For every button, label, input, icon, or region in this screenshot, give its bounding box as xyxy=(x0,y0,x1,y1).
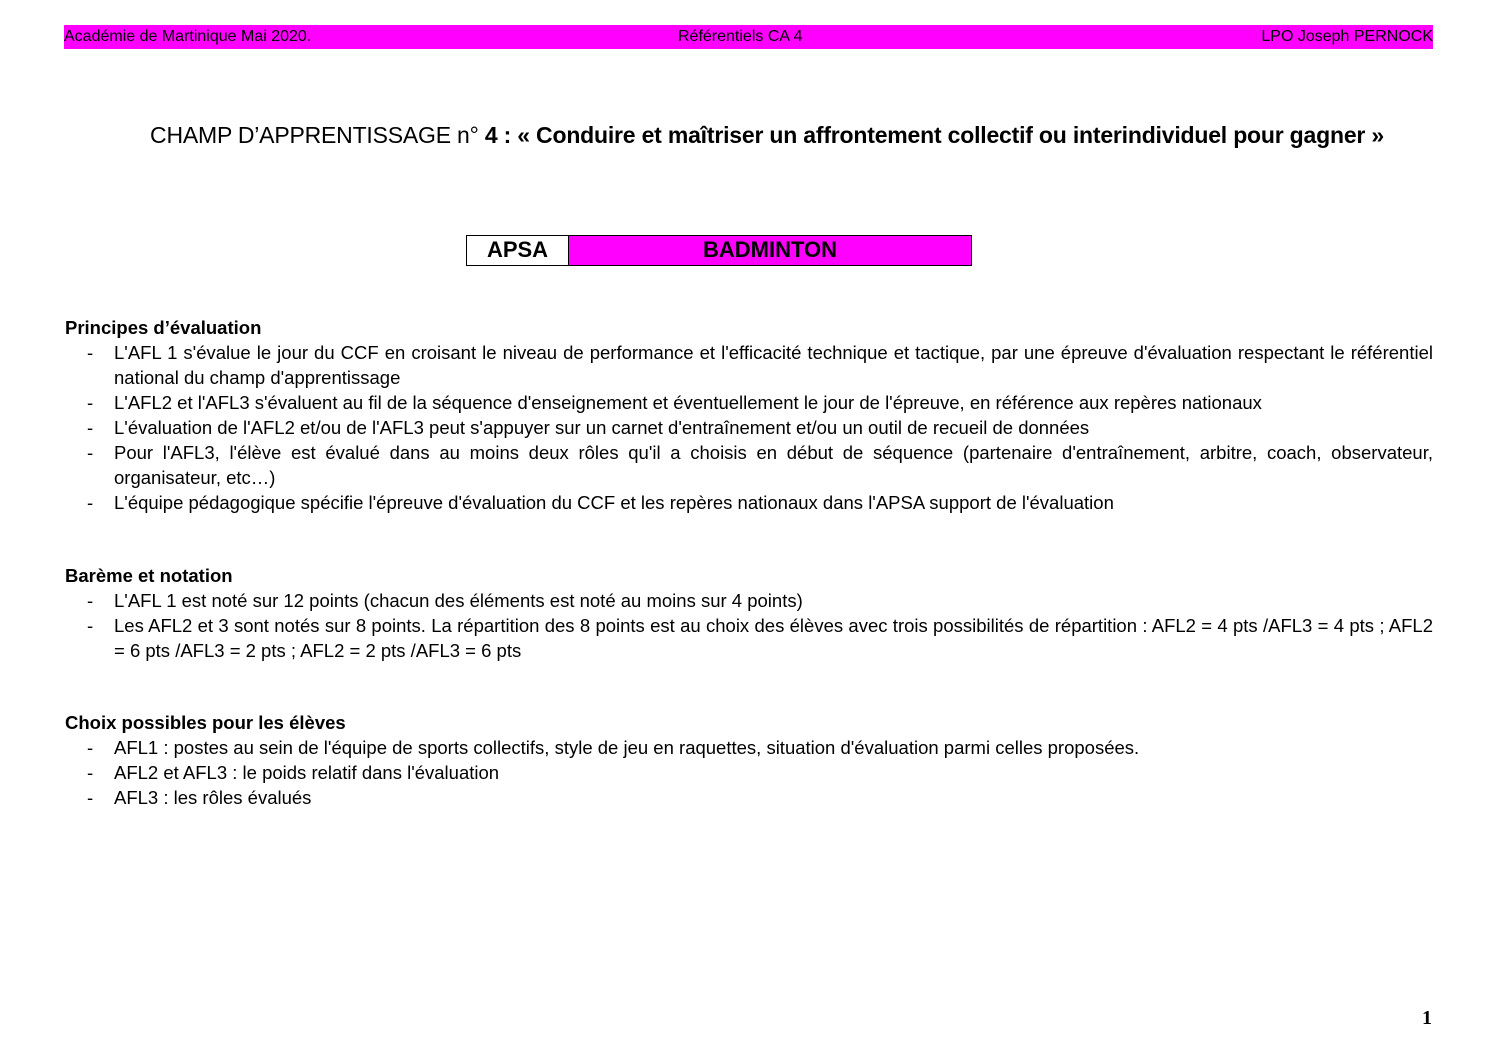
list-item: - AFL2 et AFL3 : le poids relatif dans l'évaluation xyxy=(65,760,1433,785)
section-heading-choix: Choix possibles pour les élèves xyxy=(65,712,346,733)
list-item: - AFL3 : les rôles évalués xyxy=(65,785,1433,810)
header-left-text: Académie de Martinique Mai 2020. xyxy=(64,28,312,45)
apsa-label: APSA xyxy=(467,236,569,265)
section-heading-principes: Principes d’évaluation xyxy=(65,317,262,338)
apsa-value: BADMINTON xyxy=(569,236,971,265)
header-center-text: Référentiels CA 4 xyxy=(678,28,803,45)
title-prefix: CHAMP D’APPRENTISSAGE n° xyxy=(150,122,479,148)
page-title xyxy=(100,120,1434,151)
list-item: - L'AFL 1 est noté sur 12 points (chacun des éléments est noté au moins sur 4 points) xyxy=(65,588,1433,613)
list-item: - Les AFL2 et 3 sont notés sur 8 points. La répartition des 8 points est au choix des élèves avec trois possibilités de répartition : AFL2 = 4 pts /AFL3 = 4 pts ; AFL2 = 6 pts /AFL3 = 2 pts ; AFL2 = 2 pts /AFL3 = 6 pts xyxy=(65,613,1433,663)
list-item: - L'évaluation de l'AFL2 et/ou de l'AFL3 peut s'appuyer sur un carnet d'entraînement et/ou un outil de recueil de données xyxy=(65,415,1433,440)
section-choix xyxy=(65,711,1433,810)
header-right-text: LPO Joseph PERNOCK xyxy=(1261,28,1433,45)
title-rest: 4 : « Conduire et maîtriser un affrontement collectif ou interindividuel pour gagner » xyxy=(478,122,1384,148)
list-item: - L'AFL2 et l'AFL3 s'évaluent au fil de la séquence d'enseignement et éventuellement le jour de l'épreuve, en référence aux repères nationaux xyxy=(65,390,1433,415)
list-item: - Pour l'AFL3, l'élève est évalué dans au moins deux rôles qu'il a choisis en début de séquence (partenaire d'entraînement, arbitre, coach, observateur, organisateur, etc…) xyxy=(65,440,1433,490)
list-principes xyxy=(65,340,1433,515)
list-item: - L'AFL 1 s'évalue le jour du CCF en croisant le niveau de performance et l'efficacité technique et tactique, par une épreuve d'évaluation respectant le référentiel national du champ d'apprentissage xyxy=(65,340,1433,390)
section-bareme xyxy=(65,564,1433,663)
page-header xyxy=(64,25,1433,49)
list-item: - L'équipe pédagogique spécifie l'épreuve d'évaluation du CCF et les repères nationaux dans l'APSA support de l'évaluation xyxy=(65,490,1433,515)
apsa-table xyxy=(466,235,972,266)
list-item: - AFL1 : postes au sein de l'équipe de sports collectifs, style de jeu en raquettes, situation d'évaluation parmi celles proposées. xyxy=(65,735,1433,760)
list-bareme xyxy=(65,588,1433,663)
list-choix xyxy=(65,735,1433,810)
section-principes xyxy=(65,316,1433,515)
section-heading-bareme: Barème et notation xyxy=(65,565,233,586)
page-number: 1 xyxy=(1422,1007,1432,1029)
